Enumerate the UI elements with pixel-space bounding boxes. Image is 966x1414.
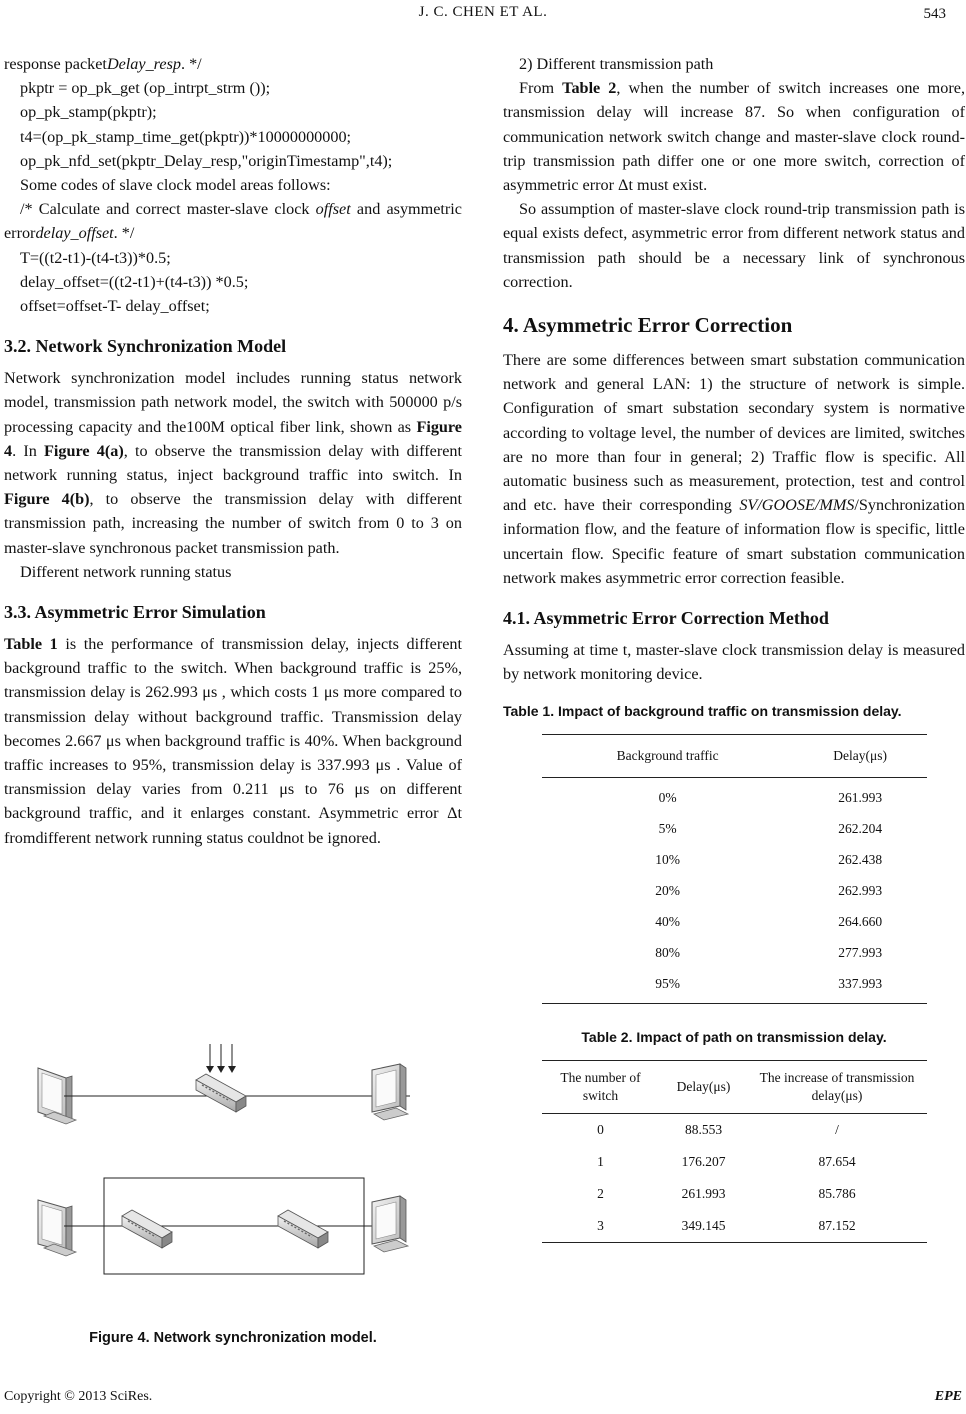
- table-row: [542, 1114, 927, 1147]
- table-cell: 2: [597, 1186, 604, 1202]
- table-cell: 277.993: [838, 944, 883, 960]
- table-cell: 262.204: [838, 820, 883, 836]
- table-row: [542, 844, 927, 875]
- table-cell: 0: [597, 1122, 604, 1138]
- figure-4: [20, 1040, 440, 1320]
- table-row: [542, 875, 927, 906]
- table-row: [542, 906, 927, 937]
- table-1: [542, 734, 927, 1004]
- arrow-down-icon: [206, 1044, 236, 1073]
- code-line-2: op_pk_stamp(pkptr);: [20, 103, 157, 122]
- table-row: [542, 968, 927, 1004]
- section-3-3-title: 3.3. Asymmetric Error Simulation: [4, 602, 266, 623]
- table-cell: 5%: [658, 820, 677, 836]
- computer-icon: [372, 1064, 408, 1120]
- section-4-title: 4. Asymmetric Error Correction: [503, 313, 793, 338]
- code-line-4: op_pk_nfd_set(pkptr_Delay_resp,"originTimestamp",t4);: [20, 151, 393, 170]
- left-column: [4, 52, 462, 850]
- right-column: [503, 52, 965, 1243]
- page-number: 543: [923, 6, 946, 22]
- table-cell: 1: [597, 1154, 604, 1170]
- table-2: [542, 1060, 927, 1243]
- switch-icon: [196, 1074, 246, 1112]
- page-header: [0, 4, 966, 28]
- code-line-1: pkptr = op_pk_get (op_intrpt_strm ());: [20, 79, 271, 98]
- section-3-3-body: Table 1 is the performance of transmission delay, injects different background traffic to the switch. When background traffic is 25%, transmission delay is 262.993 μs , which costs 1 μs more compared to transmission delay without background traffic. Transmission delay becomes 2.667 μs when background traffic is 40%. When background traffic increases to 95%, transmission delay is 337.993 μs . Value of transmission delay varies from 0.211 μs to 76 μs on different background traffic, and it enlarges constant. Asymmetric error Δt fromdifferent network running status couldnot be ignored.: [4, 635, 462, 847]
- table-cell: 349.145: [660, 1210, 748, 1243]
- computer-icon: [372, 1196, 408, 1252]
- code-intro: Some codes of slave clock model areas follows:: [20, 176, 331, 195]
- table-header: The increase of transmission delay(μs): [748, 1061, 927, 1114]
- code-offset: offset=offset-T- delay_offset;: [20, 297, 210, 316]
- switch-icon: [278, 1210, 328, 1248]
- section-4-body: There are some differences between smart substation communication network and general LAN: 1) the structure of network is simple. Configuration of smart substation secondary system is normative according to voltage level, the number of devices are limited, switches are no more than four in general; 2) Traffic flow is specific. All automatic business such as measurement, protection, test and control and etc. have their corresponding SV/GOOSE/MMS/Synchronization information flow, and the feature of information flow is specific, little uncertain flow. Specific feature of smart substation communication network makes asymmetric error correction feasible.: [503, 351, 965, 587]
- table-header: Delay(μs): [794, 735, 927, 778]
- section-4-1-title: 4.1. Asymmetric Error Correction Method: [503, 608, 829, 629]
- table-cell: 87.152: [748, 1210, 927, 1243]
- section-4-1-body: Assuming at time t, master-slave clock transmission delay is measured by network monitoring device.: [503, 641, 965, 684]
- table-1-caption: Table 1. Impact of background traffic on transmission delay.: [503, 703, 902, 720]
- paragraph-2: So assumption of master-slave clock round-trip transmission path is equal exists defect, asymmetric error from different network status and transmission path should be a necessary link of synchronous correction.: [503, 200, 965, 291]
- table-cell: 261.993: [681, 1186, 726, 1202]
- table-cell: 337.993: [794, 968, 927, 1004]
- code-delay: delay_offset=((t2-t1)+(t4-t3)) *0.5;: [20, 272, 249, 291]
- table-cell: 262.993: [838, 882, 883, 898]
- table-row: [542, 778, 927, 814]
- code-line-3: t4=(op_pk_stamp_time_get(pkptr))*10000000000;: [20, 127, 352, 146]
- figure-caption: Figure 4. Network synchronization model.: [89, 1330, 377, 1346]
- copyright-notice: Copyright © 2013 SciRes.: [4, 1389, 153, 1404]
- table-cell: 88.553: [684, 1122, 723, 1138]
- table-cell: 3: [542, 1210, 660, 1243]
- network-diagram: [20, 1040, 440, 1320]
- table-cell: 85.786: [818, 1186, 856, 1202]
- section-3-2-item: Different network running status: [20, 562, 232, 581]
- table-cell: 261.993: [838, 789, 883, 805]
- paragraph-1: From Table 2, when the number of switch increases one more, transmission delay will increase 87. So when configuration of communication network switch change and master-slave clock round-trip transmission path differ one or one more switch, correction of asymmetric error Δt must exist.: [503, 79, 965, 195]
- table-cell: 10%: [655, 851, 680, 867]
- table-cell: 0%: [658, 789, 677, 805]
- table-row: [542, 1210, 927, 1243]
- table-2-caption: Table 2. Impact of path on transmission delay.: [581, 1029, 887, 1046]
- table-cell: 176.207: [681, 1154, 726, 1170]
- table-cell: 40%: [655, 913, 680, 929]
- code-line-0: response packetDelay_resp. */: [4, 55, 202, 73]
- table-cell: 20%: [655, 882, 680, 898]
- table-cell: 95%: [542, 968, 794, 1004]
- table-header: The number of switch: [542, 1061, 660, 1114]
- running-head: J. C. CHEN ET AL.: [418, 4, 548, 20]
- table-cell: /: [835, 1122, 839, 1138]
- table-cell: 87.654: [818, 1154, 856, 1170]
- code-T: T=((t2-t1)-(t4-t3))*0.5;: [20, 248, 171, 267]
- item-2: 2) Different transmission path: [519, 55, 714, 73]
- table-row: [542, 1178, 927, 1210]
- table-cell: 264.660: [838, 913, 883, 929]
- table-header: Background traffic: [542, 735, 794, 778]
- table-cell: 262.438: [838, 851, 883, 867]
- journal-abbrev: EPE: [934, 1389, 962, 1404]
- table-row: [542, 937, 927, 968]
- switch-icon: [122, 1210, 172, 1248]
- code-comment: /* Calculate and correct master-slave clock offset and asymmetric errordelay_offset. */: [4, 200, 462, 243]
- section-3-2-title: 3.2. Network Synchronization Model: [4, 336, 287, 357]
- table-header: Delay(μs): [660, 1061, 748, 1114]
- table-row: [542, 1146, 927, 1178]
- section-3-2-body: Network synchronization model includes running status network model, transmission path network model, the switch with 500000 p/s processing capacity and the100M optical fiber link, shown as Figure 4. In Figure 4(a), to observe the transmission delay with different network running status, inject background traffic into switch. In Figure 4(b), to observe the transmission delay with different transmission path, increasing the number of switch from 0 to 3 on master-slave synchronous packet transmission path.: [4, 369, 463, 557]
- table-cell: 80%: [655, 944, 680, 960]
- table-row: [542, 813, 927, 844]
- computer-icon: [38, 1200, 76, 1256]
